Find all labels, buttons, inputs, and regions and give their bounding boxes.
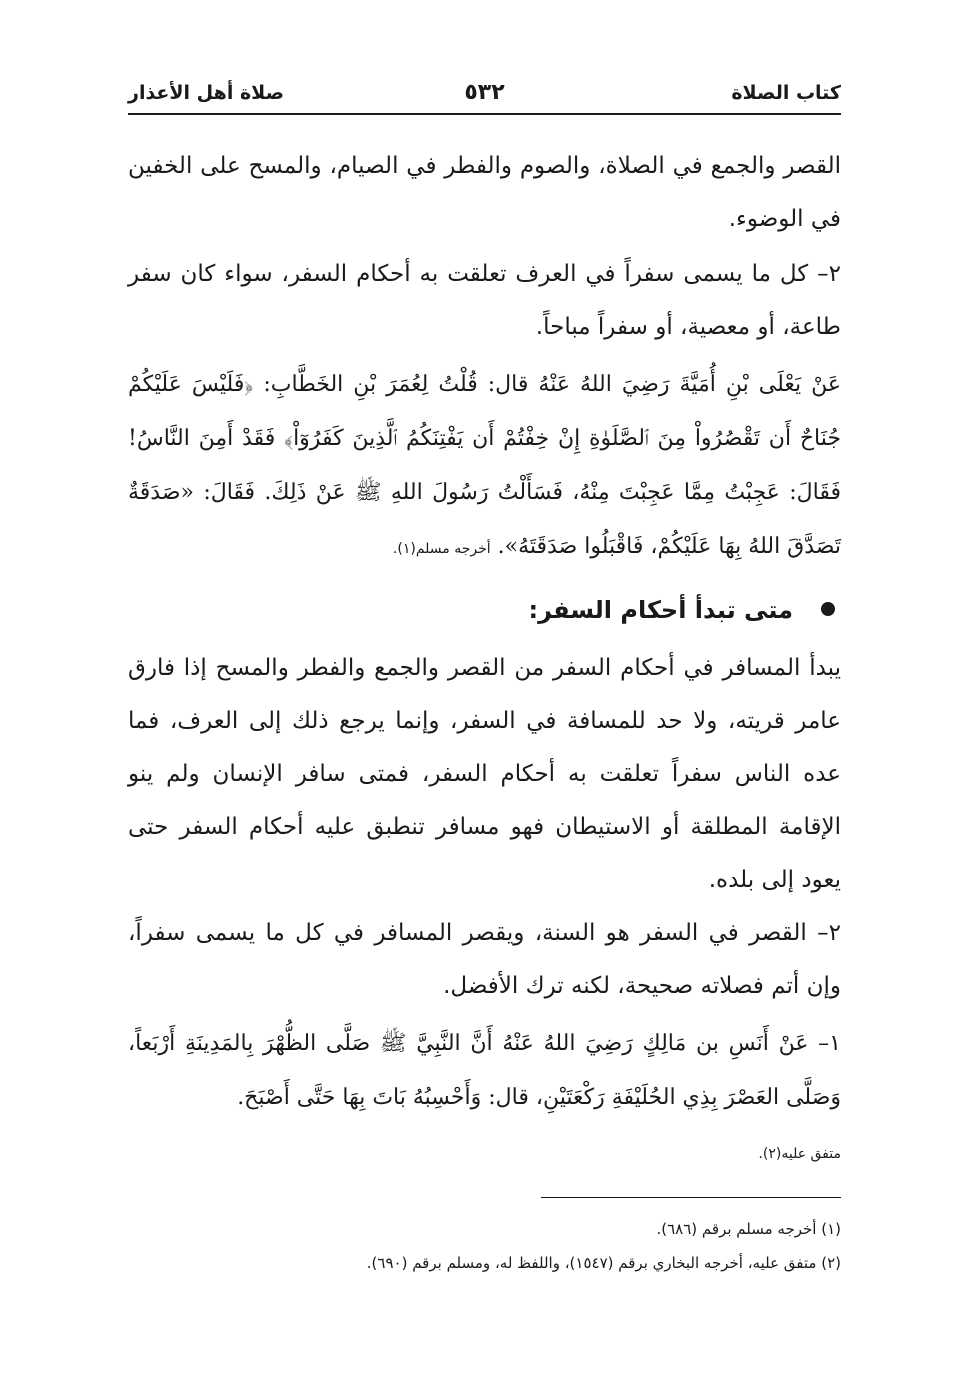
travel-start-paragraph: يبدأ المسافر في أحكام السفر من القصر والجمع والفطر والمسح إذا فارق عامر قريته، ولا حد للمسافة في السفر، وإنما يرجع ذلك إلى العرف، فما عده الناس سفراً تعلقت به أحكام السفر، فمتى سافر الإنسان ولم ينو الإقامة المطلقة أو الاستيطان فهو مسافر تنطبق عليه أحكام السفر حتى يعود إلى بلده. <box>128 655 841 893</box>
header-rule <box>128 113 841 115</box>
point-2-paragraph: ٢– كل ما يسمى سفراً في العرف تعلقت به أحكام السفر، سواء كان سفر طاعة، أو معصية، أو سفراً مباحاً. <box>128 261 841 340</box>
hadith-yala-reference: أخرجه مسلم(١). <box>392 541 491 557</box>
book-title: كتاب الصلاة <box>731 82 841 104</box>
hadith-yala-paragraph <box>128 358 841 576</box>
section-heading <box>128 582 841 638</box>
footnote-1: (١) أخرجه مسلم برقم (٦٨٦). <box>656 1220 841 1238</box>
footnotes <box>128 1212 841 1280</box>
hadith-yala-text: عَنْ يَعْلَى بْنِ أُمَيَّةَ رَضِيَ اللهُ عَنْهُ قال: قُلْتُ لِعُمَرَ بْنِ الخَطَّابِ: ﴿فَلَيْسَ عَلَيْكُمْ جُنَاحٌ أَن تَقْصُرُواْ مِنَ ٱلصَّلَوٰةِ إِنْ خِفْتُمْ أَن يَفْتِنَكُمُ ٱلَّذِينَ كَفَرُوٓاْ﴾ فَقَدْ أَمِنَ النَّاسُ! فَقَالَ: عَجِبْتُ مِمَّا عَجِبْتَ مِنْهُ، فَسَأَلْتُ رَسُولَ اللهِ ﷺ عَنْ ذَلِكَ. فَقَالَ: «صَدَقَةٌ تَصَدَّقَ اللهُ بِهَا عَلَيْكُمْ، فَاقْبَلُوا صَدَقَتَهُ». <box>128 372 841 559</box>
hadith-anas-paragraph <box>128 1017 841 1181</box>
bullet-icon <box>821 602 835 616</box>
footnote-rule <box>541 1197 841 1198</box>
page-body <box>128 140 841 1181</box>
point-2b-paragraph: ٢– القصر في السفر هو السنة، ويقصر المسافر في كل ما يسمى سفراً، وإن أتم فصلاته صحيحة، لكنه ترك الأفضل. <box>128 920 841 999</box>
chapter-title: صلاة أهل الأعذار <box>128 82 284 104</box>
intro-paragraph: القصر والجمع في الصلاة، والصوم والفطر في الصيام، والمسح على الخفين في الوضوء. <box>128 153 841 232</box>
page-number: ٥٣٢ <box>464 80 505 105</box>
running-header <box>128 82 841 112</box>
footnote-2: (٢) متفق عليه، أخرجه البخاري برقم (١٥٤٧)، واللفظ له، ومسلم برقم (٦٩٠). <box>366 1254 841 1272</box>
hadith-anas-text: ١– عَنْ أَنَسِ بن مَالِكٍ رَضِيَ اللهُ عَنْهُ أَنَّ النَّبِيَّ ﷺ صَلَّى الظُّهْرَ بِالمَدِينَةِ أَرْبَعاً، وَصَلَّى العَصْرَ بِذِي الحُلَيْفَةِ رَكْعَتَيْنِ، قال: وَأَحْسِبُهُ بَاتَ بِهَا حَتَّى أَصْبَحَ. <box>128 1031 841 1110</box>
hadith-anas-reference: متفق عليه(٢). <box>758 1146 841 1162</box>
section-heading-text: متى تبدأ أحكام السفر: <box>528 596 793 624</box>
